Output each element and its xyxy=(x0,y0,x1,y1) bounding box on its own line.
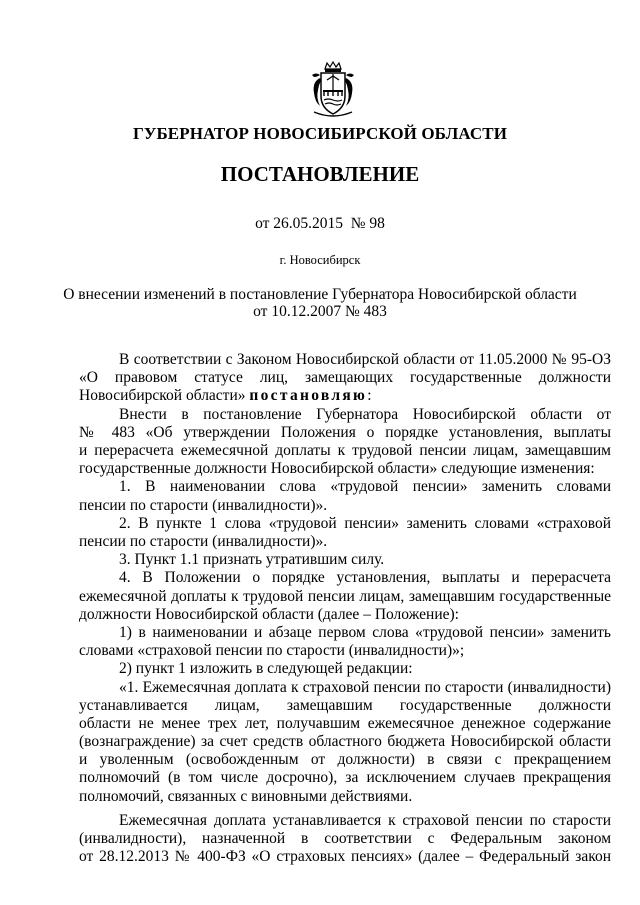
body-line: словами «страховой пенсии по старости (инвалидности)»; xyxy=(79,642,465,660)
body-line: и перерасчета ежемесячной доплаты к трудовой пенсии лицам, замещавшим xyxy=(79,441,611,459)
body-line: должности Новосибирской области (далее – Положение): xyxy=(79,605,459,623)
body-line xyxy=(79,387,611,405)
body-line: устанавливается лицам, замещавшим государственные должности xyxy=(79,696,611,714)
resolution-word: постановляю xyxy=(249,387,368,405)
body-line: 2. В пункте 1 слова «трудовой пенсии» заменить словами «страховой xyxy=(119,514,611,532)
authority-title: ГУБЕРНАТОР НОВОСИБИРСКОЙ ОБЛАСТИ xyxy=(132,124,508,143)
subject-line: О внесении изменений в постановление Губернатора Новосибирской области xyxy=(63,286,577,303)
body-text: : xyxy=(367,387,372,405)
body-line: 2) пункт 1 изложить в следующей редакции: xyxy=(119,660,413,678)
document-type-title: ПОСТАНОВЛЕНИЕ xyxy=(220,162,420,186)
body-line: (инвалидности), назначенной в соответствии с Федеральным законом xyxy=(79,830,611,848)
document-subject xyxy=(0,286,640,320)
body-line: пенсии по старости (инвалидности)». xyxy=(79,532,328,550)
body-line: пенсии по старости (инвалидности)». xyxy=(79,496,328,514)
body-line: 4. В Положении о порядке установления, выплаты и перерасчета xyxy=(119,569,611,587)
body-line: «О правовом статусе лиц, замещающих государственные должности xyxy=(79,369,611,387)
body-line: полномочий (в том числе досрочно), за исключением случаев прекращения xyxy=(79,769,611,787)
city-name: г. Новосибирск xyxy=(279,253,361,267)
body-line: области не менее трех лет, получавшим ежемесячное денежное содержание xyxy=(79,714,611,732)
body-line: и уволенным (освобожденным от должности) в связи с прекращением xyxy=(79,751,611,769)
body-line: Ежемесячная доплата устанавливается к страховой пенсии по старости xyxy=(119,811,611,829)
body-line: Внести в постановление Губернатора Новосибирской области от xyxy=(119,405,611,423)
body-line: 1) в наименовании и абзаце первом слова «трудовой пенсии» заменить xyxy=(119,623,611,641)
body-line: 3. Пункт 1.1 признать утратившим силу. xyxy=(119,551,385,569)
subject-line: от 10.12.2007 № 483 xyxy=(253,303,387,320)
body-line: (вознаграждение) за счет средств областного бюджета Новосибирской области xyxy=(79,733,611,751)
body-line: 1. В наименовании слова «трудовой пенсии» заменить словами xyxy=(119,478,611,496)
body-line: государственные должности Новосибирской области» следующие изменения: xyxy=(79,460,595,478)
body-line: «1. Ежемесячная доплата к страховой пенсии по старости (инвалидности) xyxy=(119,678,611,696)
coat-of-arms-icon xyxy=(308,60,358,120)
date-and-number: от 26.05.2015 № 98 xyxy=(255,215,385,232)
body-text: Новосибирской области» xyxy=(79,387,246,405)
body-line: полномочий, связанных с виновными действиями. xyxy=(79,787,413,805)
body-line: ежемесячной доплаты к трудовой пенсии лицам, замещавшим государственные xyxy=(79,587,611,605)
document-body xyxy=(79,351,611,866)
body-line: от 28.12.2013 № 400-ФЗ «О страховых пенсиях» (далее – Федеральный закон xyxy=(79,848,611,866)
body-line: В соответствии с Законом Новосибирской области от 11.05.2000 № 95-ОЗ xyxy=(119,351,611,368)
body-line: № 483 «Об утверждении Положения о порядке установления, выплаты xyxy=(79,423,611,441)
